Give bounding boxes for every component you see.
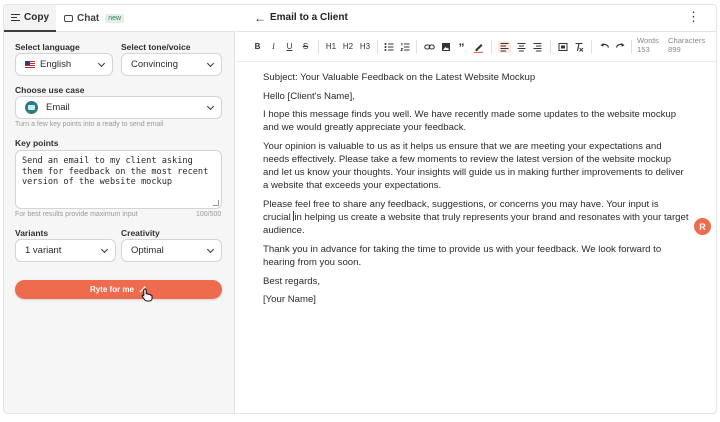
bold-button[interactable]: B: [254, 42, 261, 51]
document-body[interactable]: [263, 71, 689, 312]
formatting-toolbar: [236, 33, 716, 62]
variants-label: Variants: [15, 228, 49, 238]
app-window: [3, 4, 717, 414]
document-title: Email to a Client: [270, 12, 348, 23]
image-icon[interactable]: [441, 41, 451, 53]
toolbar-divider: [591, 40, 592, 54]
more-options-icon[interactable]: ⋮: [687, 9, 700, 24]
clear-format-icon[interactable]: [574, 41, 584, 53]
variants-value: 1 variant: [25, 245, 62, 256]
characters-value: 899: [668, 45, 681, 54]
keypoints-counter: 100/500: [196, 211, 222, 218]
toolbar-divider: [491, 40, 492, 54]
heading-2-button[interactable]: H2: [342, 42, 354, 51]
heading-1-button[interactable]: H1: [325, 42, 337, 51]
editor-panel: [236, 5, 716, 413]
usecase-label: Choose use case: [15, 85, 85, 95]
quote-button[interactable]: ”: [458, 41, 465, 55]
ryte-for-me-button[interactable]: [15, 280, 222, 299]
paragraph-text-start: Please feel free to share any feedback, suggestions, or concerns you may have. Your input is crucial: [263, 199, 659, 224]
chevron-down-icon: [207, 60, 214, 67]
tab-chat[interactable]: [56, 5, 166, 32]
chevron-down-icon: [207, 103, 214, 110]
back-arrow-icon[interactable]: ←: [254, 11, 266, 25]
insert-block-icon[interactable]: [558, 41, 568, 53]
hand-pointer-cursor-icon: [141, 288, 153, 302]
resize-handle-icon[interactable]: [213, 200, 219, 206]
chevron-down-icon: [101, 246, 108, 253]
align-right-icon[interactable]: [532, 41, 543, 53]
tone-label: Select tone/voice: [121, 42, 191, 52]
email-paragraph: Thank you in advance for taking the time to provide us with your feedback. We look forward to hearing from you soon.: [263, 244, 662, 269]
creativity-select[interactable]: [121, 239, 222, 262]
keypoints-label: Key points: [15, 138, 59, 148]
toolbar-divider: [550, 40, 551, 54]
email-paragraph: Your opinion is valuable to us as it helps us ensure that we are meeting your expectations and needs effectively. Please take a few moments to review the latest version of the website mockup and let us know your thoughts. Your insights will guide us in making further improvements to deliver a website that exceeds your expectations.: [263, 141, 684, 192]
creativity-label: Creativity: [121, 228, 160, 238]
assistant-avatar[interactable]: R: [694, 218, 711, 235]
keypoints-textarea[interactable]: [15, 150, 222, 209]
tab-copy-label: Copy: [24, 12, 49, 23]
new-badge: new: [105, 14, 124, 23]
word-count: [637, 36, 659, 54]
heading-3-button[interactable]: H3: [359, 42, 371, 51]
keypoints-value: Send an email to my client asking them for feedback on the most recent version of the website mockup: [22, 156, 209, 187]
characters-label: Characters: [668, 36, 706, 45]
keypoints-hint: For best results provide maximum input: [15, 211, 138, 218]
language-value: English: [40, 59, 72, 70]
input-panel: [4, 5, 235, 413]
email-greeting: Hello [Client's Name],: [263, 90, 355, 102]
ryte-button-label: Ryte for me: [89, 285, 134, 294]
usecase-hint: Turn a few key points into a ready to send email: [15, 121, 164, 128]
email-icon: [25, 101, 38, 114]
italic-button[interactable]: I: [272, 42, 275, 51]
language-select[interactable]: [15, 53, 113, 76]
toolbar-divider: [318, 40, 319, 54]
toolbar-divider: [631, 40, 632, 54]
words-label: Words: [637, 36, 659, 45]
variants-select[interactable]: [15, 239, 116, 262]
email-subject: Subject: Your Valuable Feedback on the Latest Website Mockup: [263, 72, 536, 83]
email-paragraph: [263, 198, 689, 237]
chat-icon: [64, 15, 73, 22]
tab-copy[interactable]: [4, 5, 56, 32]
paragraph-text-end: in helping us create a website that truly represents your brand and resonates with your target audience.: [263, 212, 689, 237]
align-center-icon[interactable]: [516, 41, 527, 53]
character-count: [668, 36, 705, 54]
usecase-value: Email: [46, 102, 70, 113]
copy-icon: [11, 14, 20, 21]
highlighter-icon[interactable]: [473, 41, 484, 53]
underline-button[interactable]: U: [286, 42, 293, 51]
chevron-down-icon: [98, 60, 105, 67]
usecase-select[interactable]: [15, 96, 222, 119]
strikethrough-button[interactable]: S: [302, 42, 309, 51]
undo-icon[interactable]: [599, 41, 610, 53]
words-value: 153: [637, 45, 650, 54]
tab-chat-label: Chat: [77, 13, 100, 24]
creativity-value: Optimal: [131, 245, 164, 256]
align-left-icon[interactable]: [498, 41, 511, 53]
us-flag-icon: [25, 61, 35, 68]
mode-tabs: [4, 5, 235, 32]
email-closing: Best regards,: [263, 275, 321, 287]
toolbar-divider: [416, 40, 417, 54]
numbered-list-icon[interactable]: [400, 41, 410, 53]
toolbar-divider: [377, 40, 378, 54]
email-paragraph: I hope this message finds you well. We have recently made some updates to the website mockup and we would greatly appreciate your feedback.: [263, 109, 677, 134]
editor-header: [236, 5, 716, 32]
tone-select[interactable]: [121, 53, 222, 76]
bullet-list-icon[interactable]: [384, 41, 394, 53]
tone-value: Convincing: [131, 59, 178, 70]
email-signature: [Your Name]: [263, 294, 316, 306]
language-label: Select language: [15, 42, 80, 52]
redo-icon[interactable]: [615, 41, 626, 53]
chevron-down-icon: [207, 246, 214, 253]
link-icon[interactable]: [424, 41, 435, 53]
